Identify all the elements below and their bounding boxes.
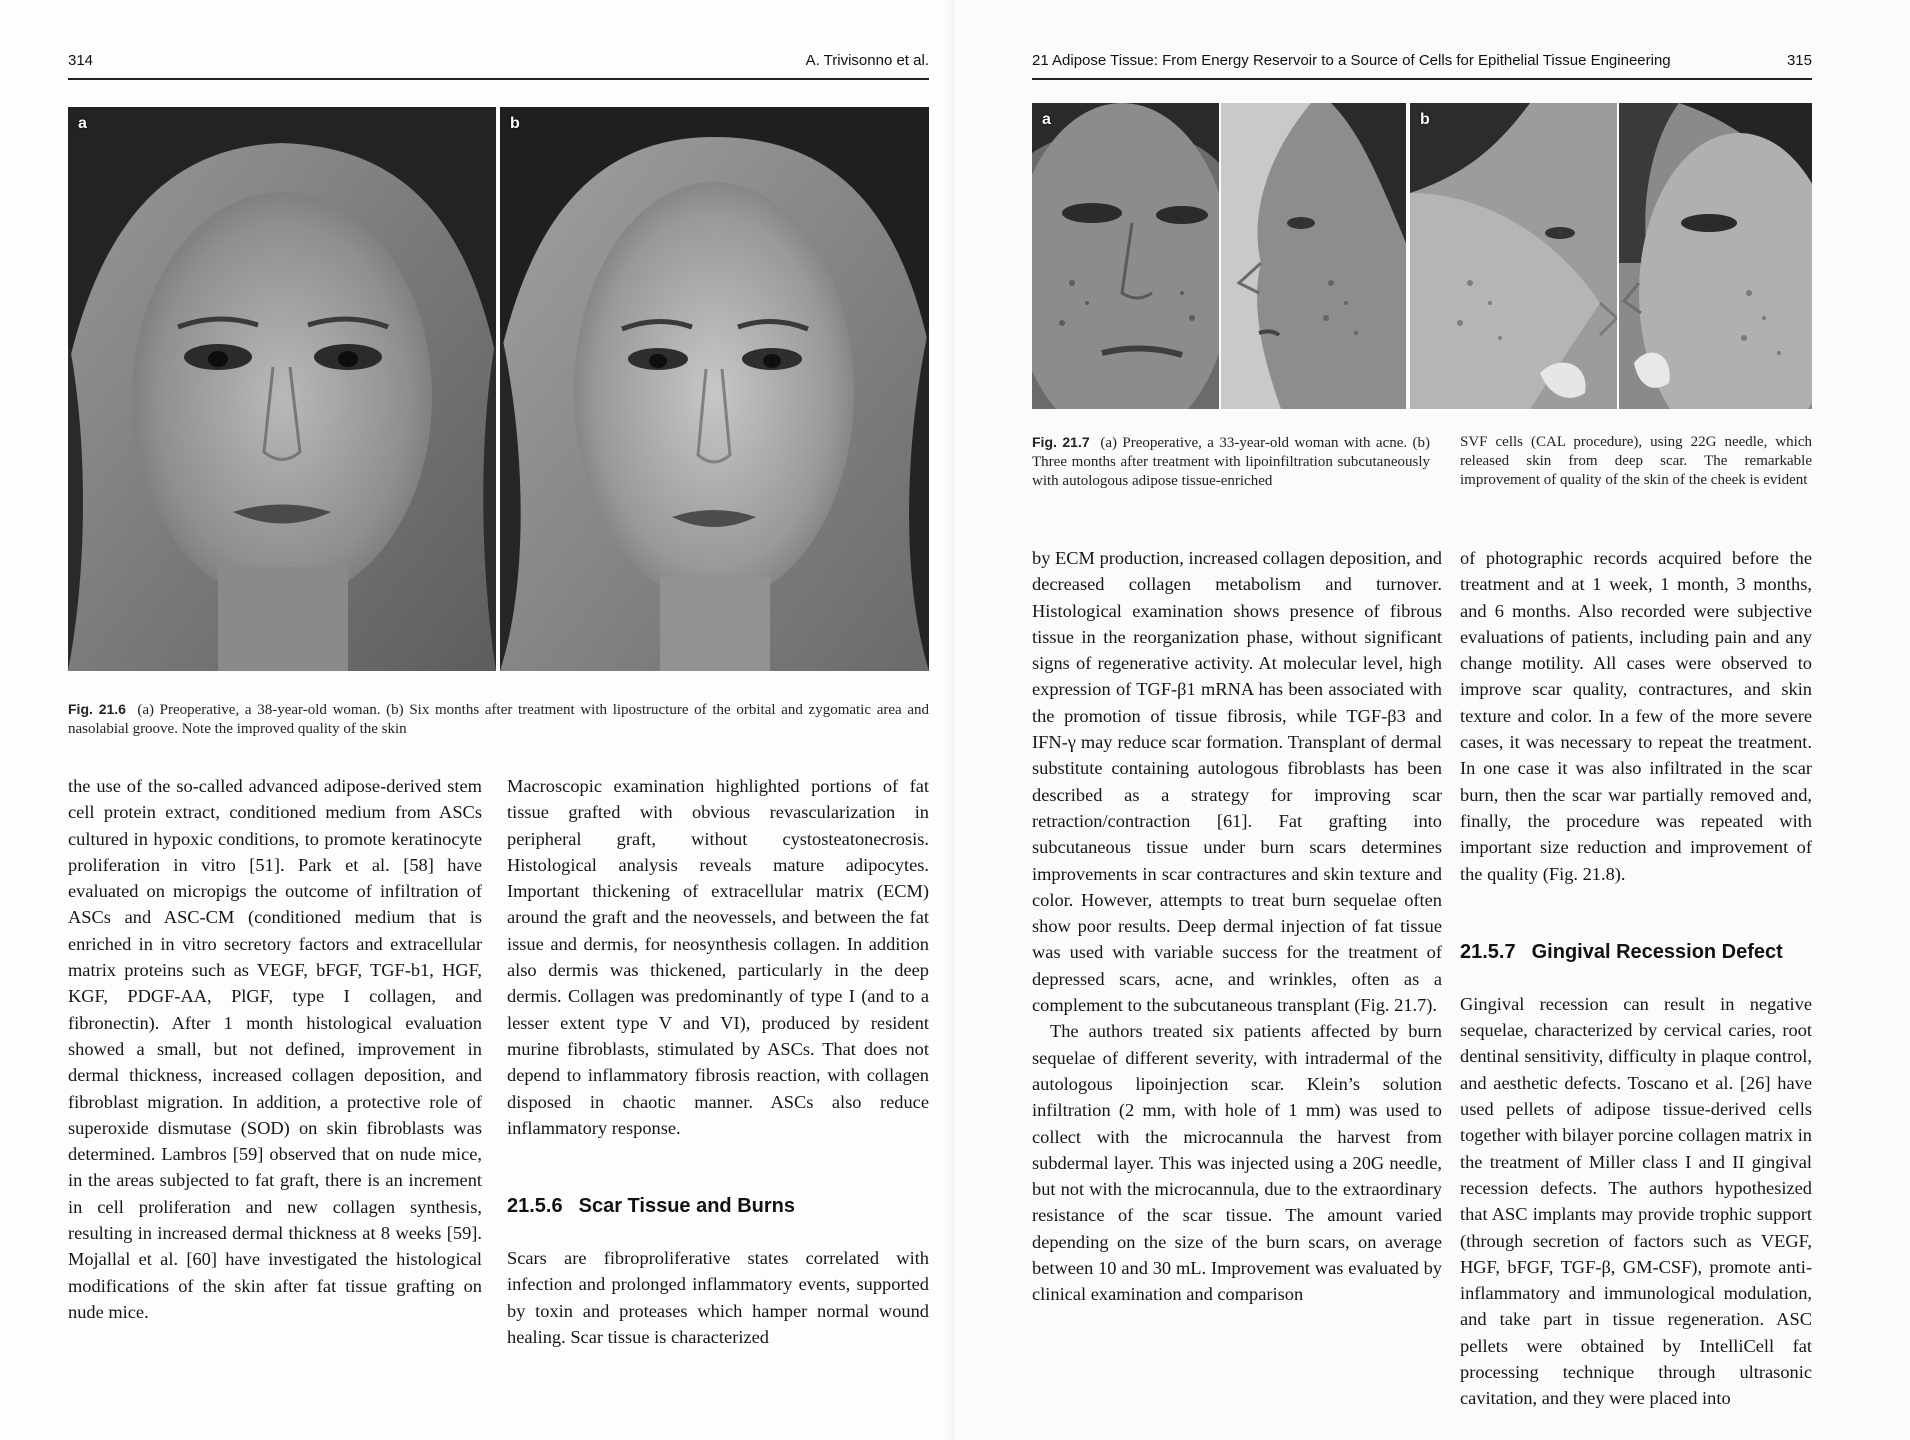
caption-text: (a) Preoperative, a 38-year-old woman. (b) Six months after treatment with lipostructure of the orbital and zygomatic area and nasolabial groove. Note the improved quality of the skin: [68, 702, 929, 737]
right-page: [955, 0, 1910, 1440]
section-title: Scar Tissue and Burns: [578, 1195, 795, 1218]
paragraph: Scars are fibroproliferative states correlated with infection and prolonged inflammatory events, supported by toxin and proteases which hamper normal wound healing. Scar tissue is characterized: [507, 1248, 929, 1348]
caption-text: SVF cells (CAL procedure), using 22G needle, which released skin from deep scar. The remarkable improvement of quality of the skin of the cheek is evident: [1460, 434, 1812, 488]
paragraph: Gingival recession can result in negative sequelae, characterized by cervical caries, root dentinal sensitivity, difficulty in plaque control, and aesthetic defects. Toscano et al. [26] have used pellets of adipose tissue-derived cells together with bilayer porcine collagen matrix in the treatment of Miller class I and II gingival recession defects. The authors hypothesized that ASC implants may provide trophic support (through secretion of factors such as VEGF, HGF, bFGF, TGF-β, GM-CSF), promote anti-inflammatory and immunological modulation, and take part in tissue regeneration. ASC pellets were obtained by IntelliCell fat processing technique through ultrasonic cavitation, and they were placed into: [1460, 993, 1812, 1409]
panel-label-b: b: [510, 115, 520, 132]
figure-label: Fig. 21.6: [68, 701, 126, 717]
panel-label-a: a: [78, 115, 87, 132]
header-rule: [68, 78, 929, 80]
section-heading-21-5-6: [507, 1193, 929, 1219]
figure-label: Fig. 21.7: [1032, 434, 1090, 450]
section-heading-21-5-7: [1460, 939, 1812, 965]
paragraph: of photographic records acquired before the treatment and at 1 week, 1 month, 3 months, and 6 months. Also recorded were subjective evaluations of patients, including pain and any change motility. All cases were observed to improve scar quality, contractures, and skin texture and color. In a few of the more severe cases, it was necessary to repeat the treatment. In one case it was also infiltrated in the scar burn, then the scar war partially removed and, finally, the procedure was repeated with important size reduction and improvement of the quality (Fig. 21.8).: [1460, 548, 1812, 884]
caption-text: (a) Preoperative, a 33-year-old woman with acne. (b) Three months after treatment with lipoinfiltration subcutaneously with autologous adipose tissue-enriched: [1032, 435, 1430, 489]
paragraph: by ECM production, increased collagen deposition, and decreased collagen metabolism and turnover. Histological examination shows presence of fibrous tissue in the reorganization phase, without significant signs of regenerative activity. At molecular level, high expression of TGF-β1 mRNA has been associated with the promotion of tissue fibrosis, while TGF-β3 and IFN-γ may reduce scar formation. Transplant of dermal substitute containing autologous fibroblasts has been described as a strategy for improving scar retraction/contraction [61]. Fat grafting into subcutaneous tissue under burn scars determines improvements in scar contractures and skin texture and color. However, attempts to treat burn sequelae often show poor results. Deep dermal injection of fat tissue was used with variable success for the treatment of depressed scars, acne, and wrinkles, often as a complement to the subcutaneous transplant (Fig. 21.7).: [1032, 548, 1442, 1016]
left-page-column-1: [68, 773, 482, 1325]
paragraph: the use of the so-called advanced adipose-derived stem cell protein extract, conditioned medium from ASCs cultured in hypoxic conditions, to promote keratinocyte proliferation in vitro [51]. Park et al. [58] have evaluated on micropigs the outcome of infiltration of ASCs and ASC-CM (conditioned medium that is enriched in in vitro secretory factors and extracellular matrix proteins such as VEGF, bFGF, TGF-b1, HGF, KGF, PDGF-AA, PlGF, type I collagen, and fibronectin). After 1 month histological evaluation showed a small, but not defined, improvement in dermal thickness, increased collagen deposition, and fibroblast migration. In addition, a protective role of superoxide dismutase (SOD) on skin fibroblasts was determined. Lambros [59] observed that on nude mice, in the areas subjected to fat graft, there is an increment in cell proliferation and new collagen synthesis, resulting in increased dermal thickness at 8 weeks [59]. Mojallal et al. [60] have investigated the histological modifications of the skin after fat tissue grafting on nude mice.: [68, 776, 482, 1322]
paragraph: Macroscopic examination highlighted portions of fat tissue grafted with obvious revascularization in peripheral graft, without cystosteatonecrosis. Histological analysis reveals mature adipocytes. Important thickening of extracellular matrix (ECM) around the graft and the neovessels, and between the fat issue and dermis, for neosynthesis collagen. In addition also dermis was thickened, particularly in the deep dermis. Collagen was predominantly of type I (and to a lesser extent type V and VI), produced by resident murine fibroblasts, stimulated by ASCs. That does not depend to inflammatory fibrosis reaction, with collagen disposed in chaotic manner. ASCs also reduce inflammatory response.: [507, 776, 929, 1138]
header-rule: [1032, 78, 1812, 80]
right-page-column-2: [1460, 545, 1812, 1412]
section-number: 21.5.7: [1460, 940, 1516, 963]
page-number-right: 315: [1786, 52, 1812, 69]
running-head-author: A. Trivisonno et al.: [805, 52, 929, 69]
figure-21-7-caption-column-2: [1460, 433, 1812, 490]
figure-21-7-panel-b-profile-photo: [1410, 103, 1617, 409]
figure-21-7-panel-a-front-photo: [1032, 103, 1219, 409]
section-title: Gingival Recession Defect: [1531, 940, 1783, 963]
section-number: 21.5.6: [507, 1195, 563, 1218]
figure-21-6-panel-b-photo: [500, 107, 929, 671]
page-number-left: 314: [68, 52, 94, 69]
chapter-running-head: 21 Adipose Tissue: From Energy Reservoir to a Source of Cells for Epithelial Tissue Engineering: [1032, 52, 1671, 69]
figure-21-7-caption-column-1: [1032, 433, 1430, 491]
figure-21-6-panel-a-photo: [68, 107, 496, 671]
left-page-column-2: [507, 773, 929, 1350]
panel-label-b: b: [1420, 111, 1430, 128]
figure-21-7-panel-b-front-photo: [1619, 103, 1812, 409]
paragraph: The authors treated six patients affected by burn sequelae of different severity, with intradermal of the autologous lipoinjection scar. Klein’s solution infiltration (2 mm, with hole of 1 mm) was used to collect with the microcannula the harvest from subdermal layer. This was injected using a 20G needle, but not with the microcannula, due to the extraordinary resistance of the scar tissue. The amount varied depending on the size of the burn scars, on average between 10 and 30 mL. Improvement was evaluated by clinical examination and comparison: [1032, 1021, 1442, 1305]
figure-21-7-panel-a-profile-photo: [1221, 103, 1406, 409]
right-page-column-1: [1032, 545, 1442, 1308]
figure-21-6-caption: [68, 700, 929, 739]
panel-label-a: a: [1042, 111, 1051, 128]
